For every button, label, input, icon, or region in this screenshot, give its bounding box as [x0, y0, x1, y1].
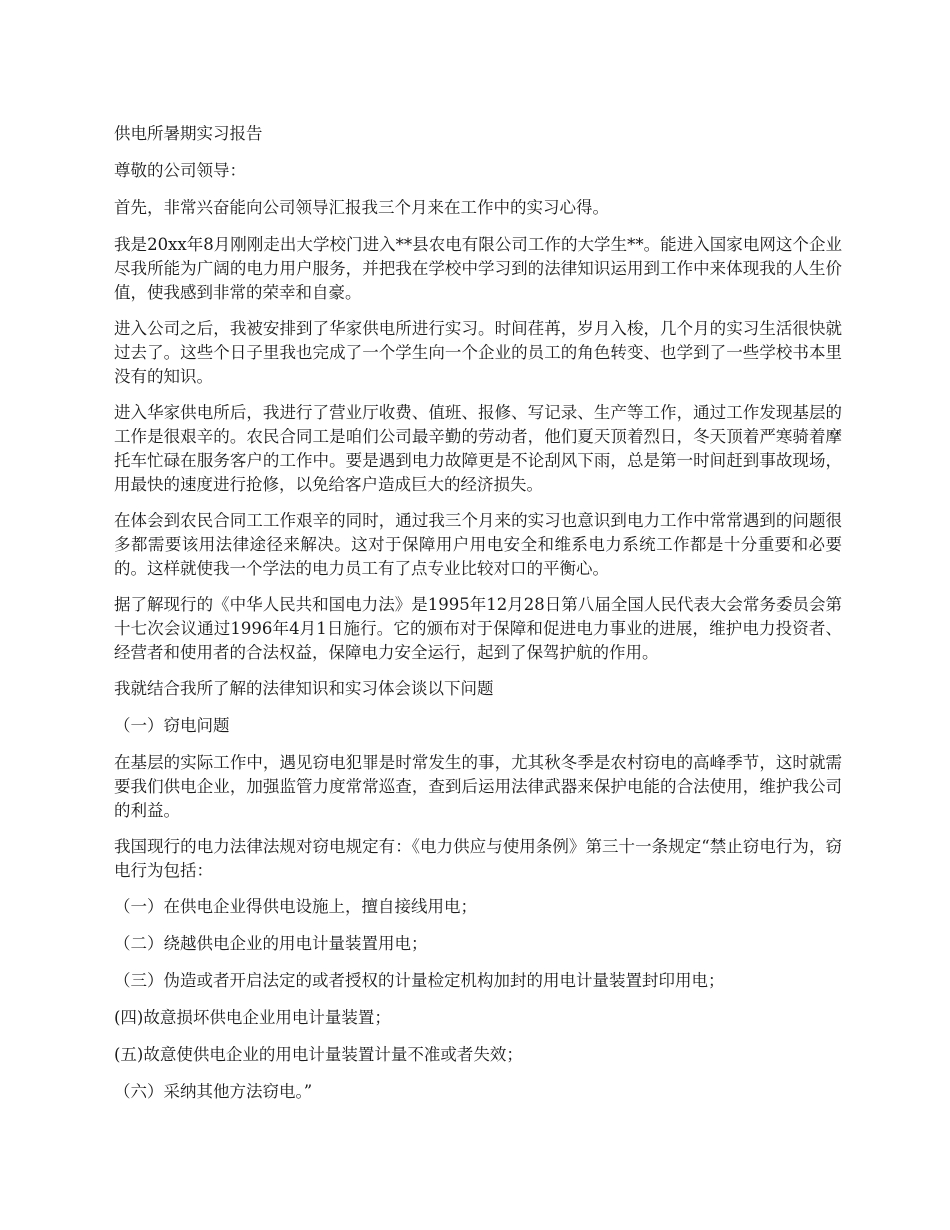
- document-body: [114, 122, 842, 1117]
- paragraph: 我是20xx年8月刚刚走出大学校门进入**县农电有限公司工作的大学生**。能进入国家电网这个企业尽我所能为广阔的电力用户服务，并把我在学校中学习到的法律知识运用到工作中来体现我的人生价值，使我感到非常的荣幸和自豪。: [114, 235, 842, 302]
- paragraph: 在体会到农民合同工工作艰辛的同时，通过我三个月来的实习也意识到电力工作中常常遇到的问题很多都需要该用法律途径来解决。这对于保障用户用电安全和维系电力系统工作都是十分重要和必要的。这样就使我一个学法的电力员工有了点专业比较对口的平衡心。: [114, 511, 842, 578]
- list-item: (四)故意损坏供电企业用电计量装置；: [114, 1008, 391, 1027]
- paragraph: 我国现行的电力法律法规对窃电规定有：《电力供应与使用条例》第三十一条规定“禁止窃电行为，窃电行为包括：: [114, 837, 842, 880]
- paragraph: 进入公司之后，我被安排到了华家供电所进行实习。时间荏苒，岁月入梭，几个月的实习生活很快就过去了。这些个日子里我也完成了一个学生向一个企业的员工的角色转变、也学到了一些学校书本里没有的知识。: [114, 319, 842, 386]
- paragraph: 据了解现行的《中华人民共和国电力法》是1995年12月28日第八届全国人民代表大会常务委员会第十七次会议通过1996年4月1日施行。它的颁布对于保障和促进电力事业的进展，维护电力投资者、经营者和使用者的合法权益，保障电力安全运行，起到了保驾护航的作用。: [114, 595, 842, 662]
- paragraph: 我就结合我所了解的法律知识和实习体会谈以下问题: [114, 679, 494, 698]
- section-heading: （一）窃电问题: [114, 716, 230, 735]
- list-item: （一）在供电企业得供电设施上，擅自接线用电；: [114, 897, 477, 916]
- list-item: （二）绕越供电企业的用电计量装置用电；: [114, 934, 428, 953]
- paragraph: 进入华家供电所后，我进行了营业厅收费、值班、报修、写记录、生产等工作，通过工作发现基层的工作是很艰辛的。农民合同工是咱们公司最辛勤的劳动者，他们夏天顶着烈日，冬天顶着严寒骑着摩托车忙碌在服务客户的工作中。要是遇到电力故障更是不论刮风下雨，总是第一时间赶到事故现场，用最快的速度进行抢修，以免给客户造成巨大的经济损失。: [114, 403, 842, 494]
- paragraph: 首先，非常兴奋能向公司领导汇报我三个月来在工作中的实习心得。: [114, 198, 609, 217]
- salutation: 尊敬的公司领导：: [114, 161, 246, 180]
- list-item: (五)故意使供电企业的用电计量装置计量不准或者失效；: [114, 1045, 523, 1064]
- paragraph: 在基层的实际工作中，遇见窃电犯罪是时常发生的事，尤其秋冬季是农村窃电的高峰季节，这时就需要我们供电企业，加强监管力度常常巡查，查到后运用法律武器来保护电能的合法使用，维护我公司的利益。: [114, 753, 842, 820]
- list-item: （三）伪造或者开启法定的或者授权的计量检定机构加封的用电计量装置封印用电；: [114, 971, 725, 990]
- document-title: 供电所暑期实习报告: [114, 124, 263, 143]
- list-item: （六）采纳其他方法窃电。”: [114, 1082, 313, 1101]
